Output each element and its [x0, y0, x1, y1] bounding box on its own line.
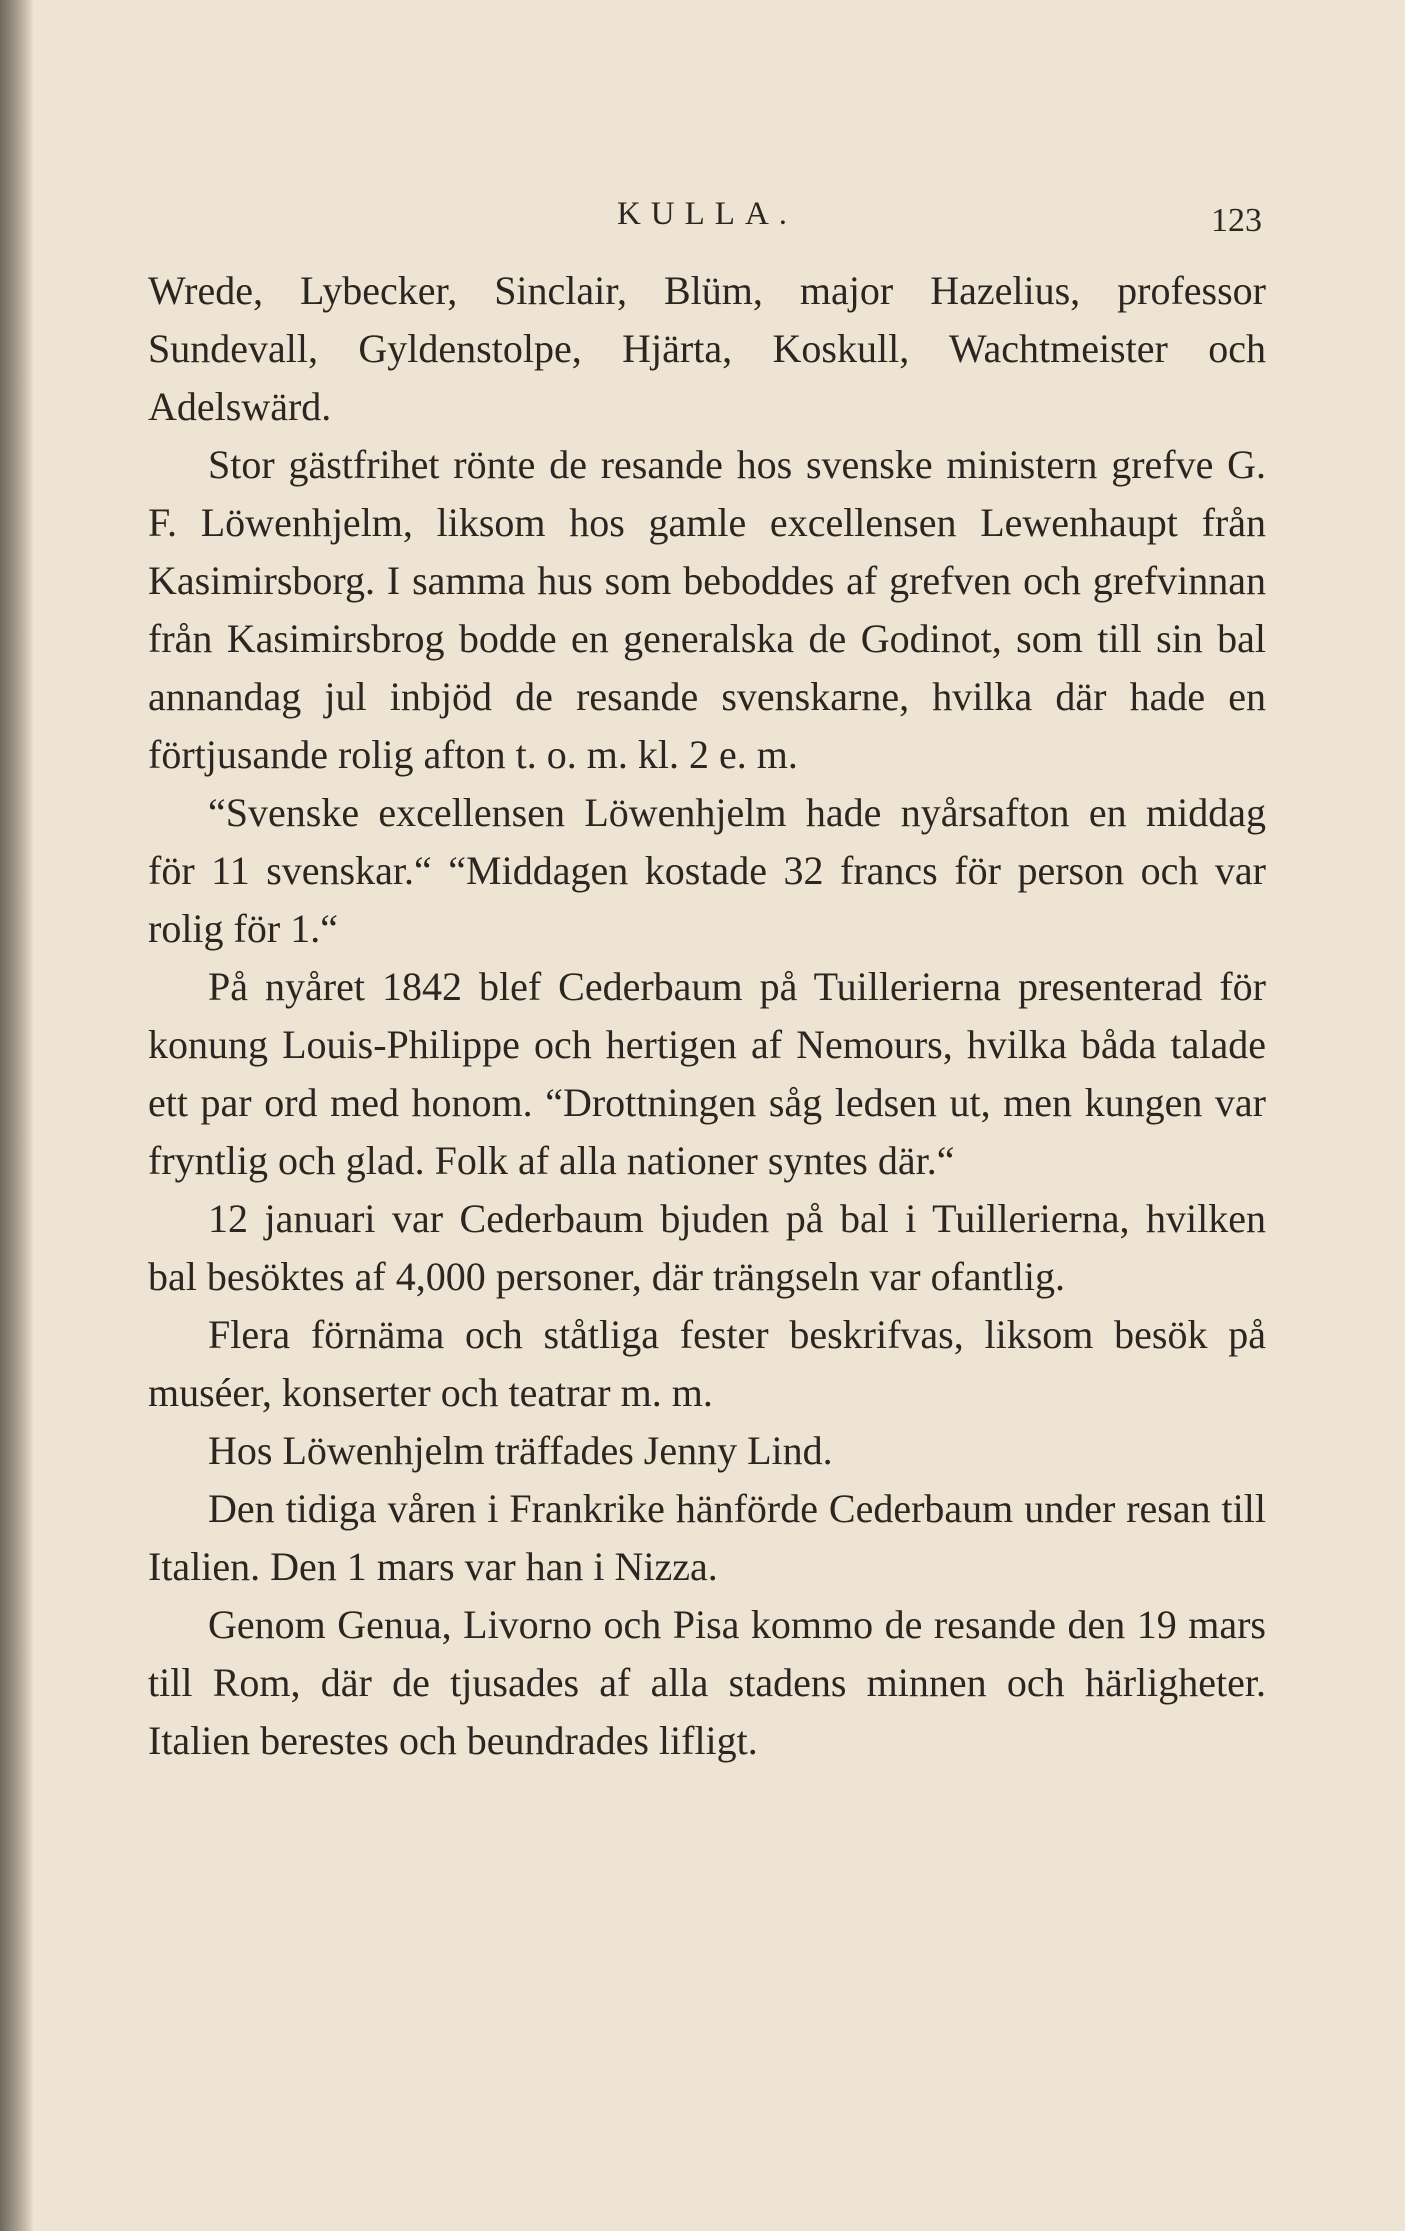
running-head: KULLA.: [616, 196, 798, 232]
paragraph-1: Wrede, Lybecker, Sinclair, Blüm, major Hazelius, professor Sundevall, Gyldenstolpe, Hjärta, Koskull, Wachtmeister och Adelswärd.: [148, 268, 1266, 429]
paragraph-6: Flera förnäma och ståtliga fester beskrifvas, liksom besök på muséer, konserter och teatrar m. m.: [148, 1312, 1266, 1415]
binding-gutter-shadow: [0, 0, 34, 2231]
text-block: [148, 190, 1266, 1770]
paragraph-5: 12 januari var Cederbaum bjuden på bal i Tuillerierna, hvilken bal besöktes af 4,000 personer, där trängseln var ofantlig.: [148, 1196, 1266, 1299]
paragraph-2: Stor gästfrihet rönte de resande hos svenske ministern grefve G. F. Löwenhjelm, liksom hos gamle excellensen Lewenhaupt från Kasimirsborg. I samma hus som beboddes af grefven och grefvinnan från Kasimirsbrog bodde en generalska de Godinot, som till sin bal annandag jul inbjöd de resande svenskarne, hvilka där hade en förtjusande rolig afton t. o. m. kl. 2 e. m.: [148, 442, 1266, 777]
paragraph-7: Hos Löwenhjelm träffades Jenny Lind.: [208, 1428, 833, 1473]
paragraph-8: Den tidiga våren i Frankrike hänförde Cederbaum under resan till Italien. Den 1 mars var han i Nizza.: [148, 1486, 1266, 1589]
paragraph-9: Genom Genua, Livorno och Pisa kommo de resande den 19 mars till Rom, där de tjusades af alla stadens minnen och härligheter. Italien berestes och beundrades lifligt.: [148, 1602, 1266, 1763]
page-header: [148, 190, 1266, 260]
page-body: [148, 262, 1266, 1770]
paragraph-3: “Svenske excellensen Löwenhjelm hade nyårsafton en middag för 11 svenskar.“ “Middagen kostade 32 francs för person och var rolig för 1.“: [148, 790, 1266, 951]
page-number: 123: [1211, 202, 1262, 239]
paragraph-4: På nyåret 1842 blef Cederbaum på Tuillerierna presenterad för konung Louis-Philippe och hertigen af Nemours, hvilka båda talade ett par ord med honom. “Drottningen såg ledsen ut, men kungen var fryntlig och glad. Folk af alla nationer syntes där.“: [148, 964, 1266, 1183]
